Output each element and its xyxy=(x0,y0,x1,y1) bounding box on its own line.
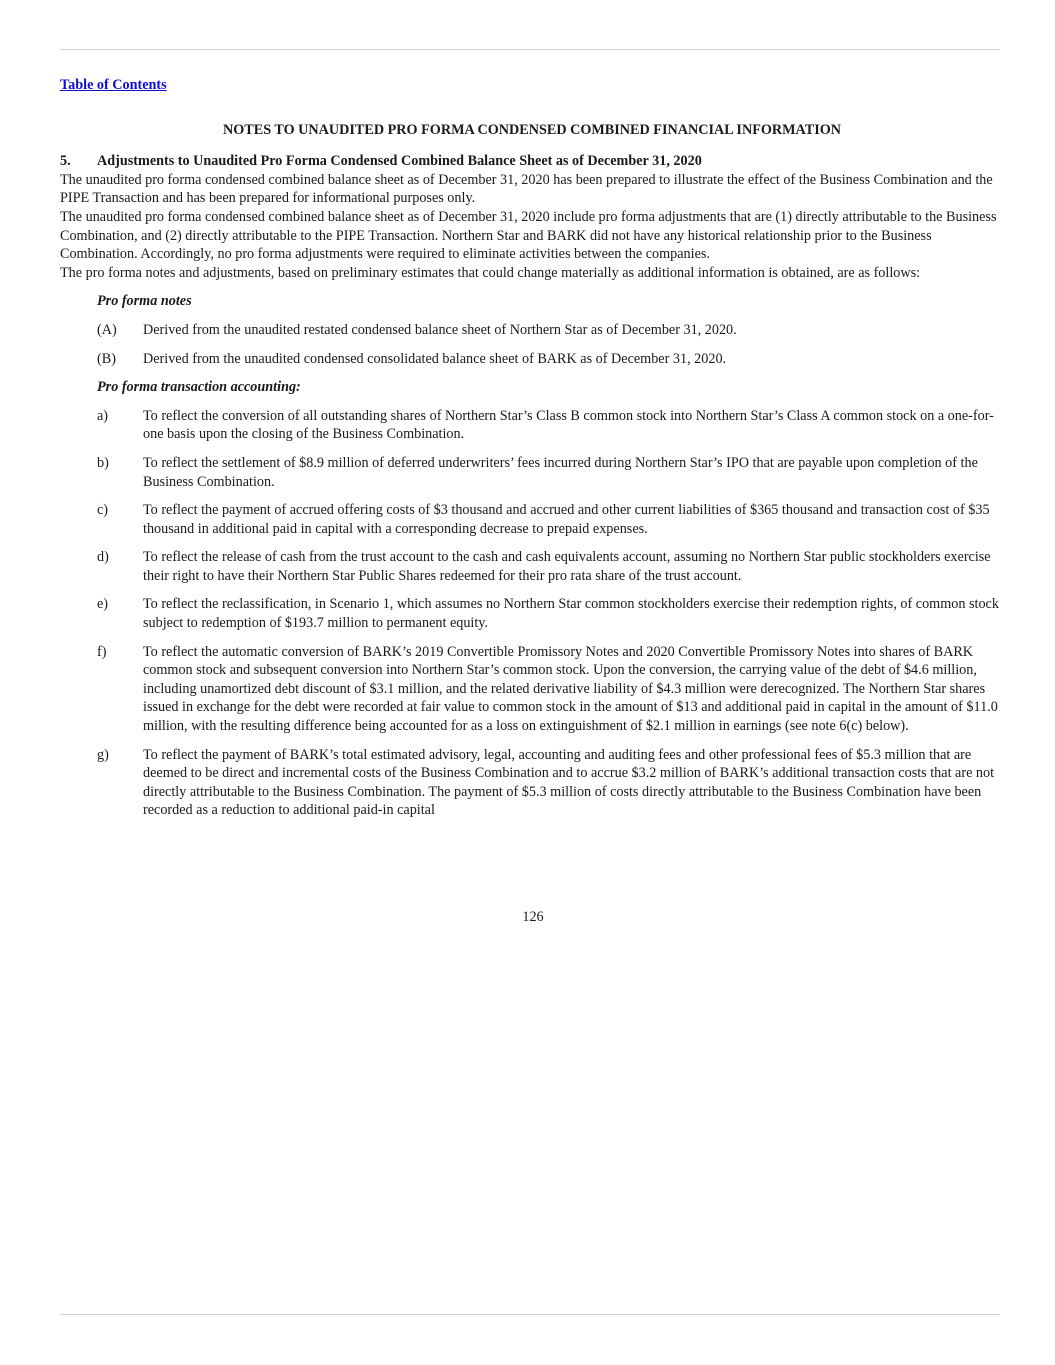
item-marker: (B) xyxy=(97,350,116,367)
item-marker: f) xyxy=(97,643,107,660)
pro-forma-notes-heading: Pro forma notes xyxy=(97,293,192,310)
list-item xyxy=(60,746,1008,820)
item-marker: a) xyxy=(97,407,109,424)
section-title: Adjustments to Unaudited Pro Forma Condensed Combined Balance Sheet as of December 31, 2020 xyxy=(97,153,702,170)
document-title: NOTES TO UNAUDITED PRO FORMA CONDENSED COMBINED FINANCIAL INFORMATION xyxy=(223,121,841,138)
item-marker: (A) xyxy=(97,321,117,338)
list-item xyxy=(60,454,1008,491)
item-text: To reflect the reclassification, in Scenario 1, which assumes no Northern Star common stockholders exercise their redemption rights, of common stock subject to redemption of $193.7 million to permanent equity. xyxy=(143,596,999,632)
footer-divider xyxy=(60,1314,1000,1315)
item-marker: e) xyxy=(97,596,109,613)
item-marker: b) xyxy=(97,454,109,471)
list-item xyxy=(60,501,1008,538)
item-text: To reflect the automatic conversion of BARK’s 2019 Convertible Promissory Notes and 2020 Convertible Promissory Notes into shares of BARK common stock and subsequent conversion into Northern Star’s common stock. Upon the conversion, the carrying value of the debt of $4.6 million, including unamortized debt discount of $3.1 million, and the related derivative liability of $4.3 million were derecognized. The Northern Star shares issued in exchange for the debt were recorded at fair value to common stock in the amount of $13 and additional paid in capital in the amount of $11.0 million, with the resulting difference being accounted for as a loss on extinguishment of $2.1 million in earnings (see note 6(c) below). xyxy=(143,643,998,735)
item-marker: g) xyxy=(97,746,109,763)
list-item xyxy=(60,643,1008,736)
list-item xyxy=(60,548,1008,585)
header-divider xyxy=(60,49,1000,50)
item-text: To reflect the payment of BARK’s total estimated advisory, legal, accounting and auditing fees and other professional fees of $5.3 million that are deemed to be direct and incremental costs of the Business Combination and to accrue $3.2 million of BARK’s additional transaction costs that are not directly attributable to the Business Combination. The payment of $5.3 million of costs directly attributable to the Business Combination have been recorded as a reduction to additional paid-in capital xyxy=(143,746,995,819)
item-text: To reflect the settlement of $8.9 million of deferred underwriters’ fees incurred during Northern Star’s IPO that are payable upon completion of the Business Combination. xyxy=(143,454,978,490)
table-of-contents-link[interactable]: Table of Contents xyxy=(60,77,167,93)
item-marker: c) xyxy=(97,502,109,519)
document-page xyxy=(60,76,1008,820)
list-item xyxy=(60,350,1008,369)
adjustments-paragraph: The unaudited pro forma condensed combined balance sheet as of December 31, 2020 include pro forma adjustments that are (1) directly attributable to the Business Combination, and (2) directly attributable to the PIPE Transaction. Northern Star and BARK did not have any historical relationship prior to the Business Combination. Accordingly, no pro forma adjustments were required to eliminate activities between the companies. xyxy=(60,208,997,263)
item-marker: d) xyxy=(97,549,109,566)
section-heading xyxy=(60,152,1008,171)
section-number: 5. xyxy=(60,153,71,170)
item-text: To reflect the release of cash from the trust account to the cash and cash equivalents account, assuming no Northern Star public stockholders exercise their right to have their Northern Star Public Shares redeemed for their pro rata share of the trust account. xyxy=(143,549,991,584)
item-text: Derived from the unaudited restated condensed balance sheet of Northern Star as of December 31, 2020. xyxy=(143,321,737,338)
notes-intro-paragraph: The pro forma notes and adjustments, based on preliminary estimates that could change materially as additional information is obtained, are as follows: xyxy=(60,264,921,281)
item-text: Derived from the unaudited condensed consolidated balance sheet of BARK as of December 31, 2020. xyxy=(143,350,727,367)
list-item xyxy=(60,595,1008,632)
page-number: 126 xyxy=(522,909,544,925)
transaction-accounting-heading: Pro forma transaction accounting: xyxy=(97,379,301,396)
intro-paragraph: The unaudited pro forma condensed combined balance sheet as of December 31, 2020 has been prepared to illustrate the effect of the Business Combination and the PIPE Transaction and has been prepared for informational purposes only. xyxy=(60,171,993,207)
item-text: To reflect the conversion of all outstanding shares of Northern Star’s Class B common stock into Northern Star’s Class A common stock on a one-for-one basis upon the closing of the Business Combination. xyxy=(143,407,994,443)
list-item xyxy=(60,407,1008,444)
item-text: To reflect the payment of accrued offering costs of $3 thousand and accrued and other current liabilities of $365 thousand and transaction cost of $35 thousand in additional paid in capital with a corresponding decrease to prepaid expenses. xyxy=(143,502,990,537)
list-item xyxy=(60,321,1008,340)
